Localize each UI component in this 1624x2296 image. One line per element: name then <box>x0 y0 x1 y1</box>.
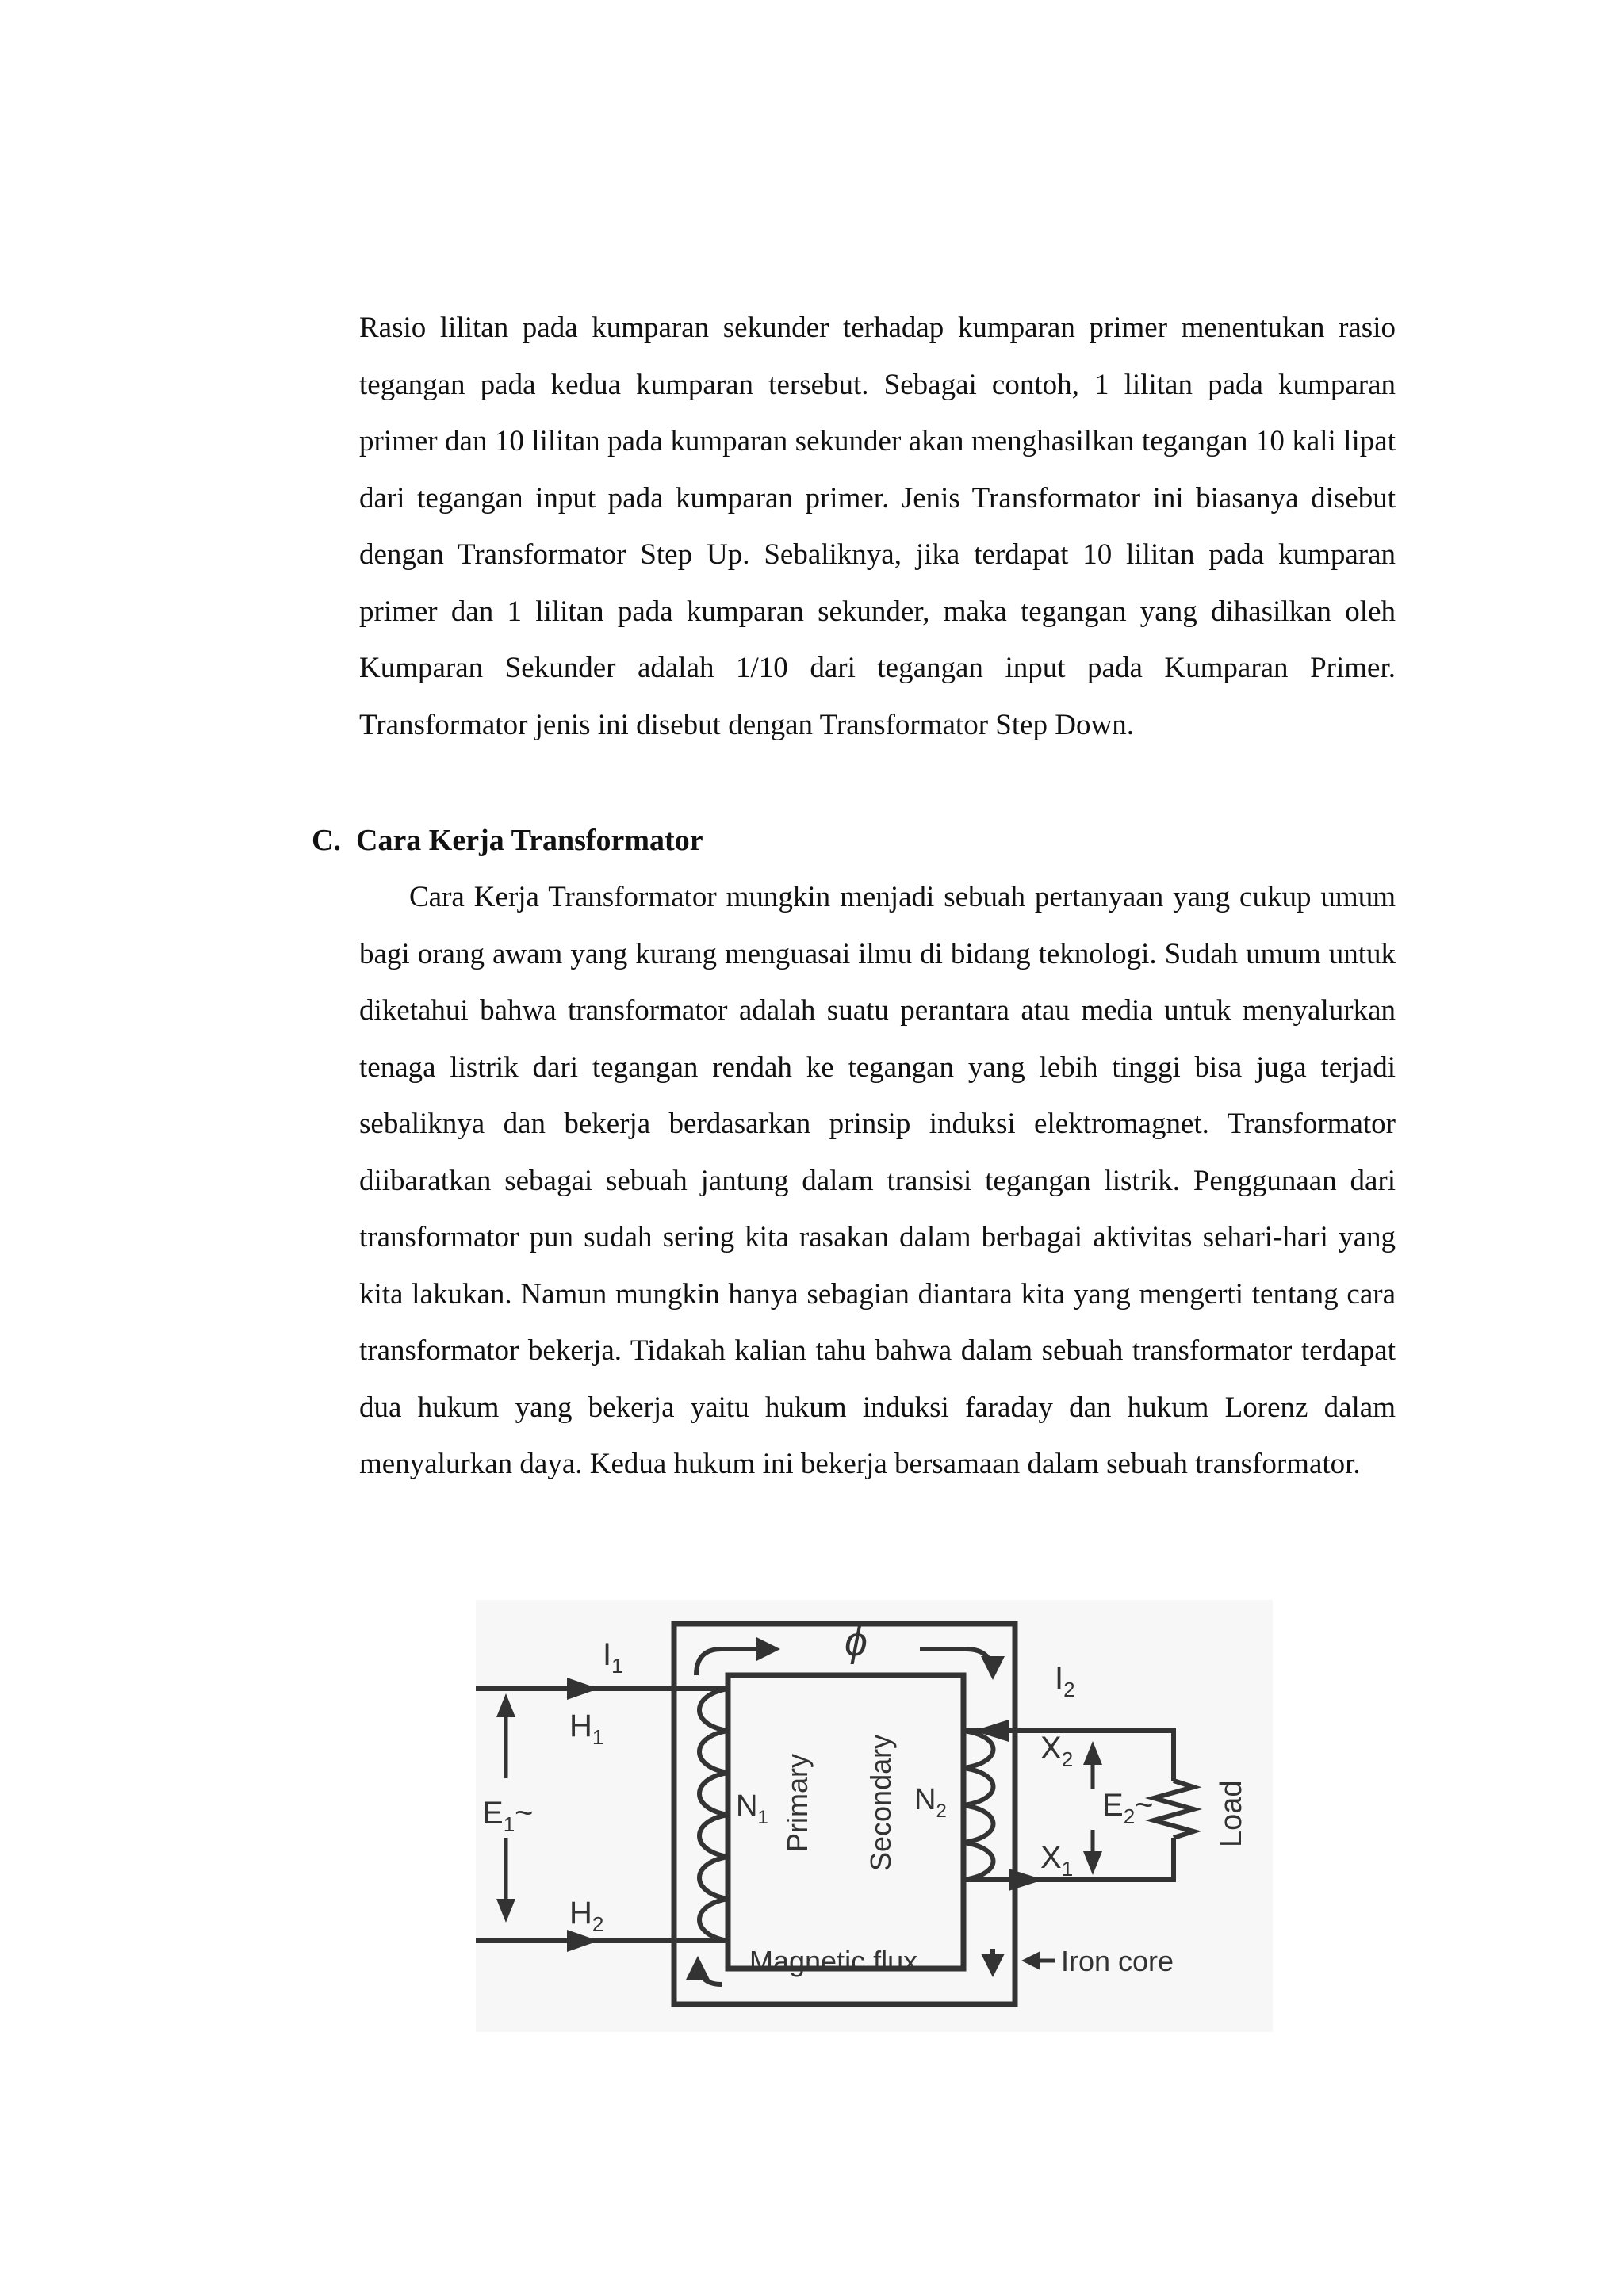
iron-core-label: Iron core <box>1061 1945 1174 1977</box>
x2-label: $X_2$ <box>1040 1731 1074 1771</box>
load-label: Load <box>1215 1780 1248 1847</box>
magnetic-flux-label: Magnetic flux <box>749 1945 918 1977</box>
i2-label: $I_2$ <box>1055 1661 1075 1701</box>
section-heading <box>312 813 703 870</box>
section-letter: C. <box>312 824 341 857</box>
paragraph-cara-kerja: Cara Kerja Transformator mungkin menjadi sebuah pertanyaan yang cukup umum bagi orang awam yang kurang menguasai ilmu di bidang teknologi. Sudah umum untuk diketahui bahwa transformator adalah suatu perantara atau media untuk menyalurkan tenaga listrik dari tegangan rendah ke tegangan yang lebih tinggi bisa juga terjadi sebaliknya dan bekerja berdasarkan prinsip induksi elektromagnet. Transformator diibaratkan sebagai sebuah jantung dalam transisi tegangan listrik. Penggunaan dari transformator pun sudah sering kita rasakan dalam berbagai aktivitas sehari-hari yang kita lakukan. Namun mungkin hanya sebagian diantara kita yang mengerti tentang cara transformator bekerja. Tidakah kalian tahu bahwa dalam sebuah transformator terdapat dua hukum yang bekerja yaitu hukum induksi faraday dan hukum Lorenz dalam menyalurkan daya. Kedua hukum ini bekerja bersamaan dalam sebuah transformator. <box>359 881 1396 1480</box>
h1-label: $H_1$ <box>569 1709 604 1749</box>
section-title: Cara Kerja Transformator <box>356 824 703 857</box>
e2-label: $E_2\sim$ <box>1102 1788 1154 1828</box>
i1-label: $I_1$ <box>603 1637 623 1678</box>
e1-label: $E_1\sim$ <box>482 1796 534 1836</box>
secondary-label: Secondary <box>864 1734 897 1871</box>
phi-label: ϕ <box>845 1619 868 1665</box>
transformer-diagram <box>476 1600 1273 2032</box>
primary-label: Primary <box>781 1754 814 1852</box>
n1-label: $N_1$ <box>736 1789 768 1828</box>
x1-label: $X_1$ <box>1040 1840 1074 1881</box>
h2-label: $H_2$ <box>569 1896 604 1936</box>
n2-label: $N_2$ <box>914 1783 947 1822</box>
paragraph-step-up-step-down: Rasio lilitan pada kumparan sekunder terhadap kumparan primer menentukan rasio tegangan pada kedua kumparan tersebut. Sebagai contoh, 1 lilitan pada kumparan primer dan 10 lilitan pada kumparan sekunder akan menghasilkan tegangan 10 kali lipat dari tegangan input pada kumparan primer. Jenis Transformator ini biasanya disebut dengan Transformator Step Up. Sebaliknya, jika terdapat 10 lilitan pada kumparan primer dan 1 lilitan pada kumparan sekunder, maka tegangan yang dihasilkan oleh Kumparan Sekunder adalah 1/10 dari tegangan input pada Kumparan Primer. Transformator jenis ini disebut dengan Transformator Step Down. <box>359 312 1396 741</box>
